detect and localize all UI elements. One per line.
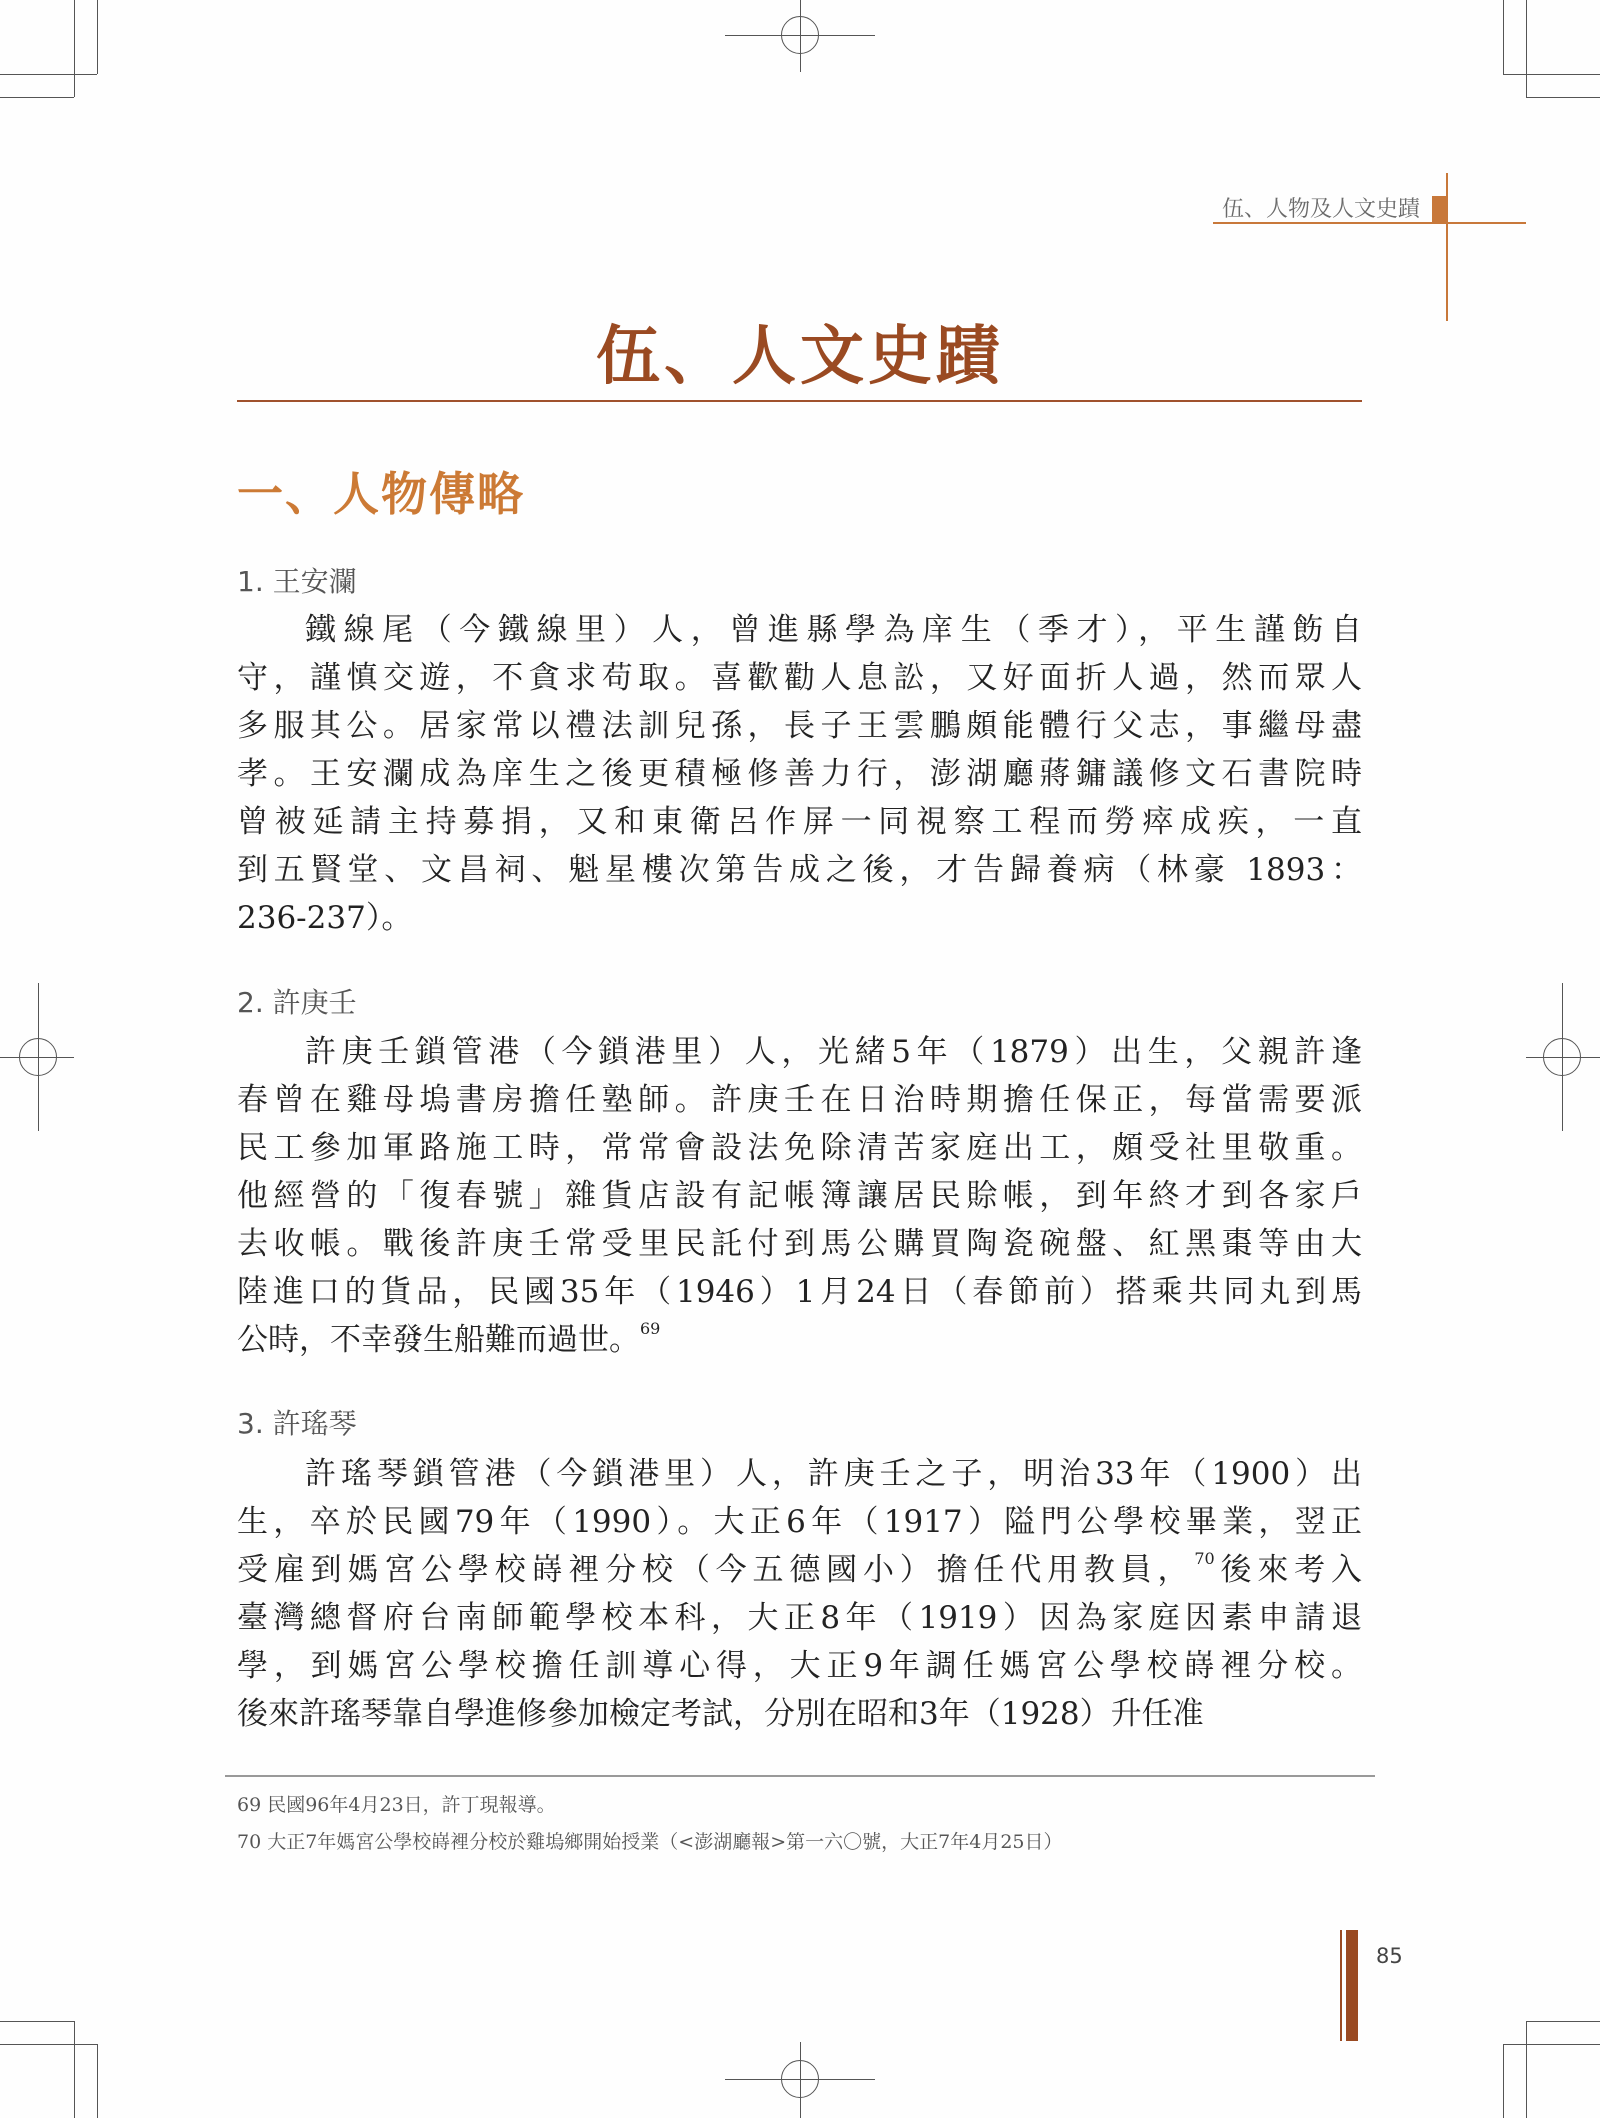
registration-mark [800,0,801,72]
page-number: 85 [1376,1944,1403,1968]
line-text: 後來考入 [1214,1552,1363,1588]
crop-mark [97,2044,98,2118]
page-number-bar [1346,1930,1358,2041]
paragraph-line [237,1316,1362,1364]
line-text: 學，到媽宮公學校擔任訓導心得，大正9年調任媽宮公學校嵵裡分校。 [237,1648,1362,1684]
person-paragraph [237,1028,1362,1364]
paragraph-line [237,1268,1362,1316]
chapter-title: 伍、人文史蹟 [596,319,1004,394]
crop-mark [1503,2044,1600,2045]
header-vertical-rule [1446,173,1448,321]
crop-mark [0,2021,74,2022]
paragraph-line [237,1028,1362,1076]
line-text: 許庚壬鎖管港（今鎖港里）人，光緒5年（1879）出生，父親許逢 [305,1034,1362,1070]
footnote-rule [225,1775,1375,1777]
header-rule [1213,222,1526,224]
paragraph-line [237,798,1362,846]
page-number-thin-bar [1340,1930,1342,2041]
crop-mark [0,74,97,75]
running-header: 伍、人物及人文史蹟 [1222,197,1421,222]
crop-mark [1526,2021,1527,2118]
line-text: 臺灣總督府台南師範學校本科，大正8年（1919）因為家庭因素申請退 [237,1600,1362,1636]
line-text: 236-237）。 [237,900,413,936]
crop-mark [97,0,98,74]
paragraph-line [237,1642,1362,1690]
registration-mark [800,2042,801,2118]
line-text: 後來許瑤琴靠自學進修參加檢定考試，分別在昭和3年（1928）升任准 [237,1696,1204,1732]
line-text: 孝。王安瀾成為庠生之後更積極修善力行，澎湖廳蔣鏞議修文石書院時 [237,756,1362,792]
footnote-69: 69 民國96年4月23日，許丁現報導。 [237,1794,556,1816]
paragraph-line [237,750,1362,798]
section-heading: 一、人物傳略 [237,467,525,521]
title-rule [237,400,1362,402]
paragraph-line [237,1124,1362,1172]
crop-mark [1526,2021,1600,2022]
crop-mark [1526,0,1527,97]
crop-mark [1526,97,1600,98]
paragraph-line [237,1546,1362,1594]
crop-mark [1503,74,1600,75]
registration-mark [1526,1057,1600,1058]
paragraph-line [237,1076,1362,1124]
crop-mark [1503,0,1504,74]
line-text: 去收帳。戰後許庚壬常受里民託付到馬公購買陶瓷碗盤、紅黑棗等由大 [237,1226,1362,1262]
person-heading: 3. 許瑤琴 [237,1407,357,1440]
line-text: 許瑤琴鎖管港（今鎖港里）人，許庚壬之子，明治33年（1900）出 [305,1456,1362,1492]
paragraph-line [237,654,1362,702]
paragraph-line [237,1690,1362,1738]
footnote-ref: 70 [1194,1549,1215,1568]
paragraph-line [237,894,1362,942]
paragraph-line [237,1594,1362,1642]
crop-mark [1503,2044,1504,2118]
line-text: 他經營的「復春號」雜貨店設有記帳簿讓居民賒帳，到年終才到各家戶 [237,1178,1362,1214]
line-text: 守，謹慎交遊，不貪求苟取。喜歡勸人息訟，又好面折人過，然而眾人 [237,660,1362,696]
line-text: 公時，不幸發生船難而過世。 [237,1322,640,1358]
crop-mark [0,2044,97,2045]
line-text: 生，卒於民國79年（1990）。大正6年（1917）隘門公學校畢業，翌正 [237,1504,1362,1540]
line-text: 多服其公。居家常以禮法訓兒孫，長子王雲鵬頗能體行父志，事繼母盡 [237,708,1362,744]
line-text: 曾被延請主持募捐，又和東衛呂作屏一同視察工程而勞瘁成疾，一直 [237,804,1362,840]
person-paragraph [237,1450,1362,1738]
crop-mark [74,2021,75,2118]
registration-mark [725,35,875,36]
line-text: 民工參加軍路施工時，常常會設法免除清苦家庭出工，頗受社里敬重。 [237,1130,1362,1166]
person-heading: 2. 許庚壬 [237,986,357,1019]
registration-mark [0,1057,74,1058]
line-text: 受雇到媽宮公學校嵵裡分校（今五德國小）擔任代用教員， [237,1552,1195,1588]
person-heading: 1. 王安瀾 [237,565,357,598]
paragraph-line [237,846,1362,894]
paragraph-line [237,1498,1362,1546]
header-accent-block [1432,196,1446,223]
crop-mark [0,97,74,98]
paragraph-line [237,1450,1362,1498]
registration-mark [725,2079,875,2080]
footnote-ref: 69 [640,1319,661,1338]
paragraph-line [237,1220,1362,1268]
paragraph-line [237,702,1362,750]
person-paragraph [237,606,1362,942]
crop-mark [74,0,75,97]
line-text: 陸進口的貨品，民國35年（1946）1月24日（春節前）搭乘共同丸到馬 [237,1274,1362,1310]
line-text: 春曾在雞母塢書房擔任塾師。許庚壬在日治時期擔任保正，每當需要派 [237,1082,1362,1118]
paragraph-line [237,1172,1362,1220]
line-text: 鐵線尾（今鐵線里）人，曾進縣學為庠生（季才），平生謹飭自 [305,612,1362,648]
paragraph-line [237,606,1362,654]
line-text: 到五賢堂、文昌祠、魁星樓次第告成之後，才告歸養病（林豪 1893： [237,852,1362,888]
footnote-70: 70 大正7年媽宮公學校嵵裡分校於雞塢鄉開始授業（<澎湖廳報>第一六〇號，大正7年4月25日） [237,1831,1063,1853]
